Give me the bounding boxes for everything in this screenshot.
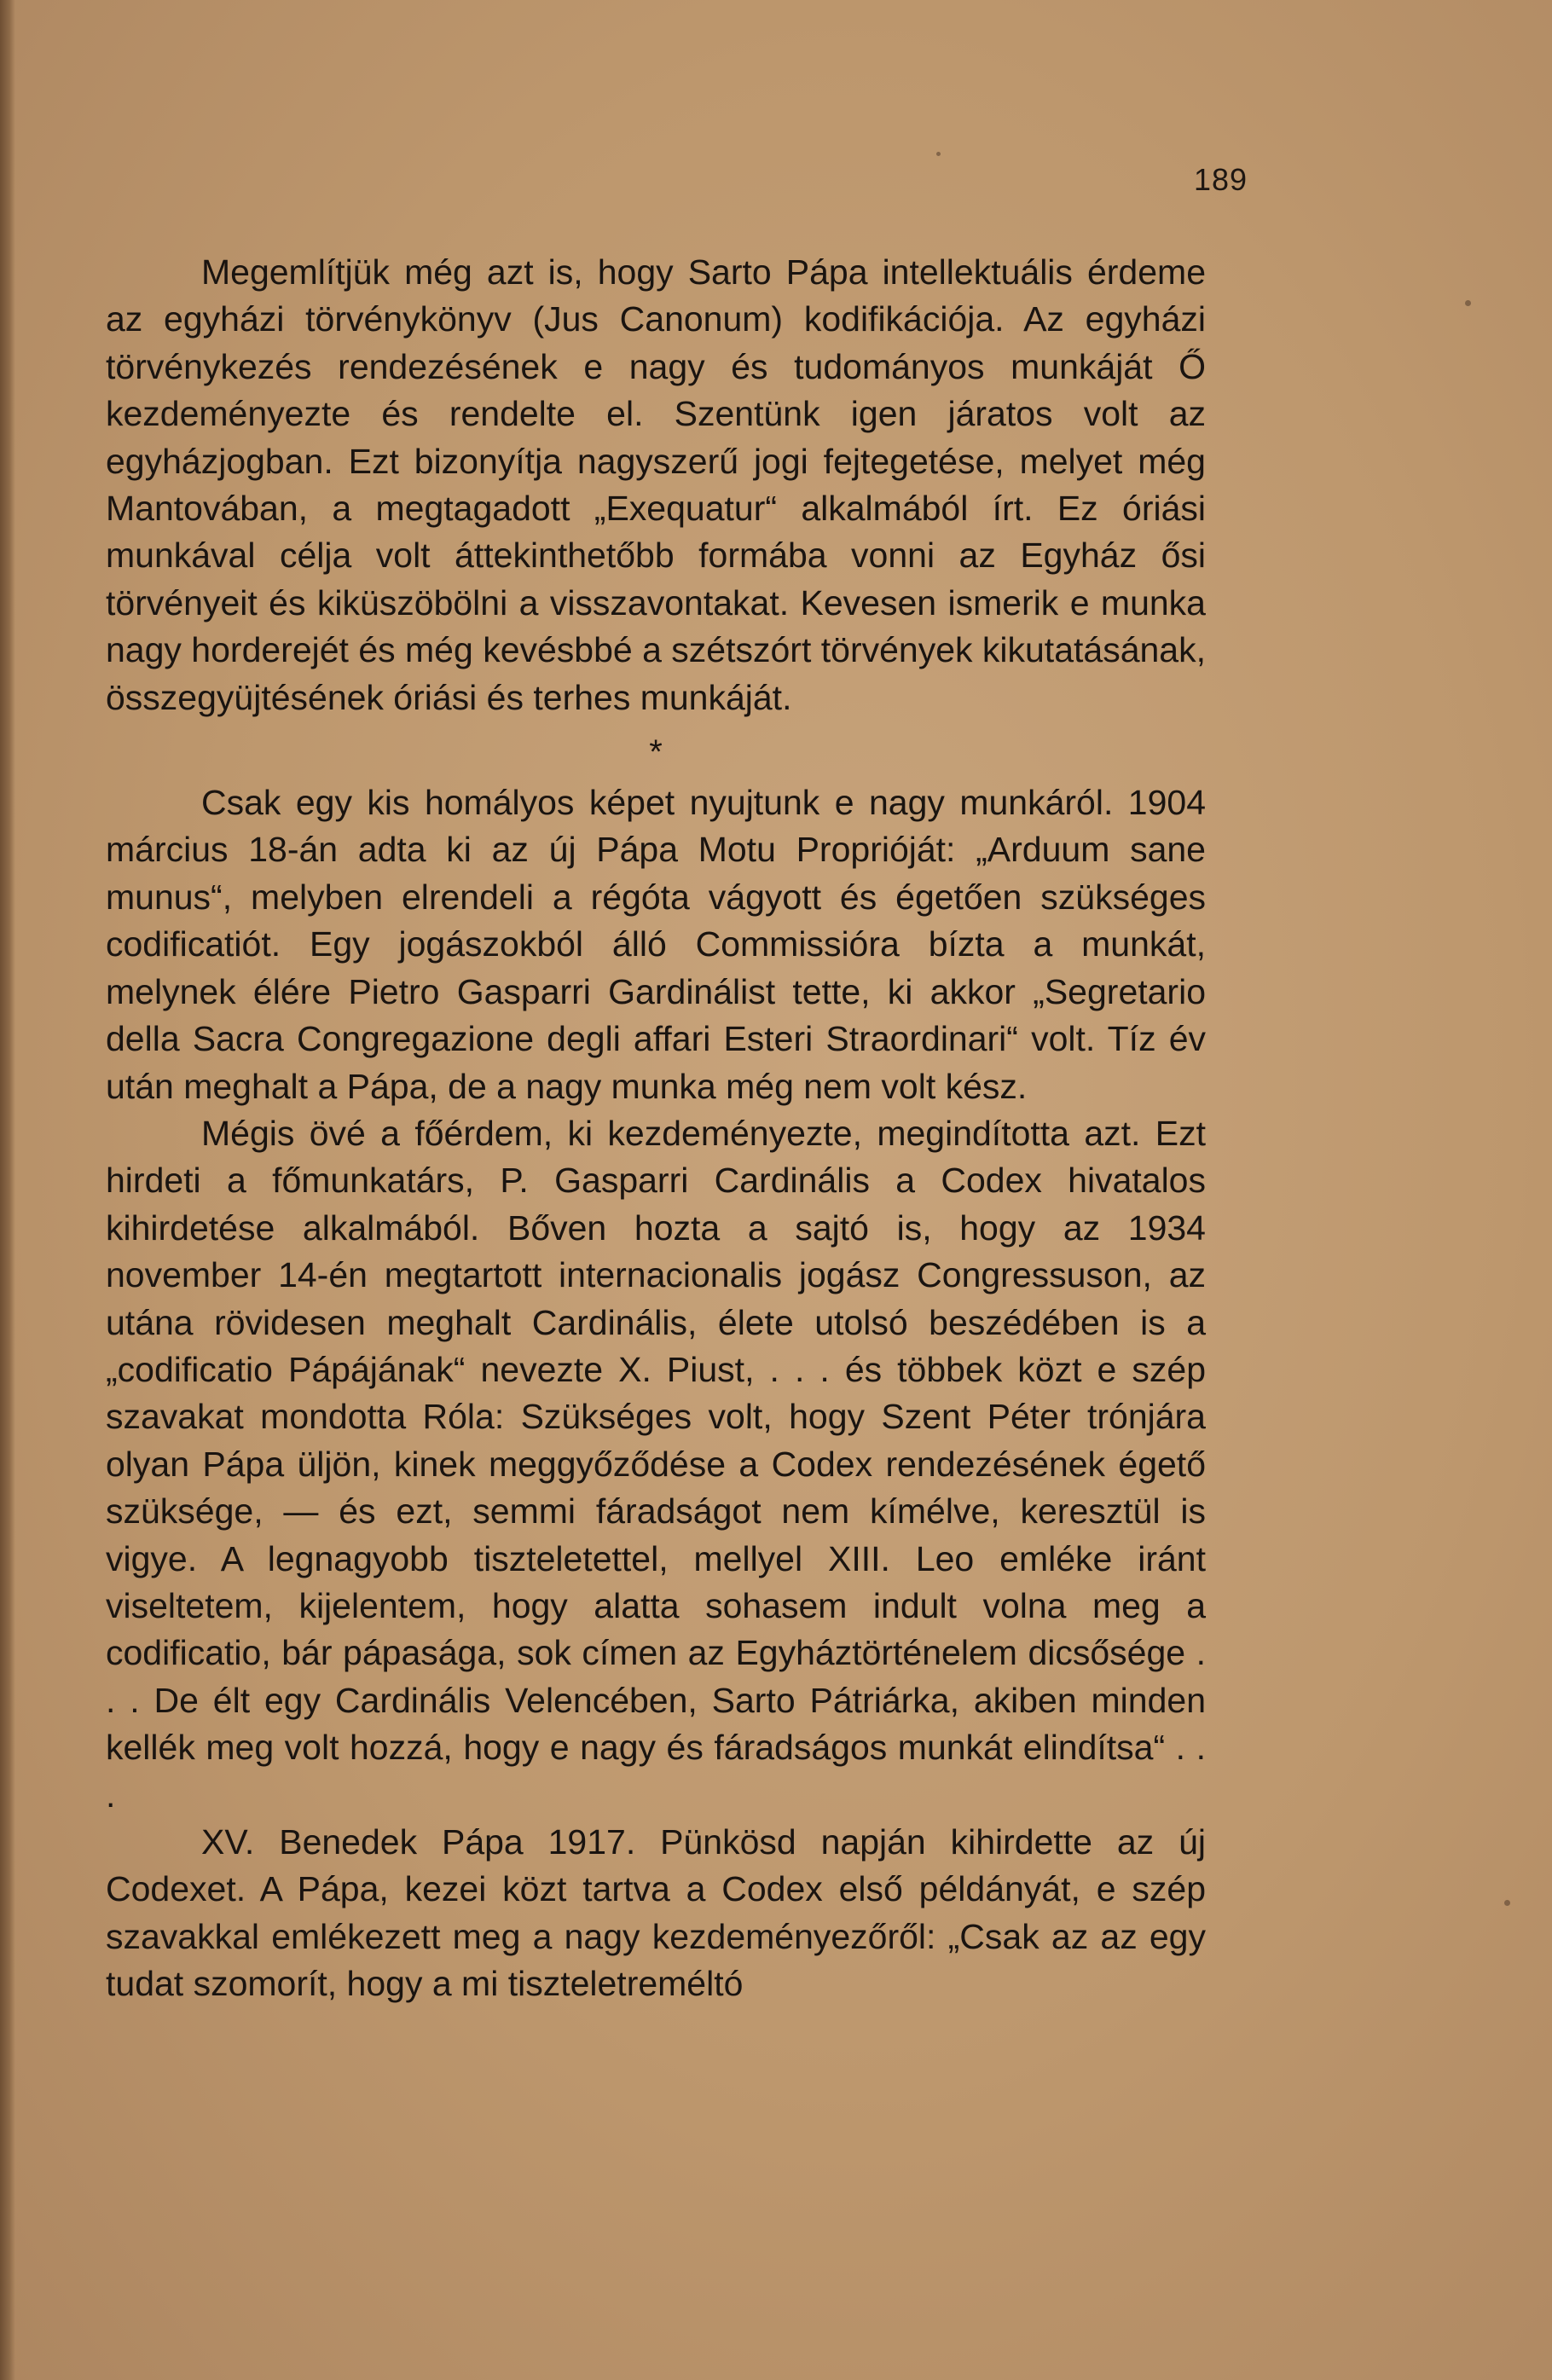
paragraph-codex-intro: Megemlítjük még azt is, hogy Sarto Pápa intellektuális érdeme az egyházi törvénykönyv (Jus Canonum) kodifikációja. Az egyházi törvénykezés rendezésének e nagy és tudományos munkáját Ő kezdeményezte és rendelte el. Szentünk igen járatos volt az egyházjogban. Ezt bizonyítja nagyszerű jogi fejtegetése, melyet még Mantovában, a megtagadott „Exequatur“ alkalmából írt. Ez óriási munkával célja volt áttekinthetőbb formába vonni az Egyház ősi törvényeit és kiküszöbölni a visszavontakat. Kevesen ismerik e munka nagy horderejét és még kevésbbé a szétszórt törvények kikutatásának, összegyüjtésének óriási és terhes munkáját. [106, 252, 1206, 717]
page-spine-edge [0, 0, 15, 2380]
section-separator: * [649, 733, 663, 772]
paragraph-benedict-xv: XV. Benedek Pápa 1917. Pünkösd napján kihirdette az új Codexet. A Pápa, kezei közt tartva a Codex első példányát, e szép szavakkal emlékezett meg a nagy kezdeményezőről: „Csak az az egy tudat szomorít, hogy a mi tiszteletreméltó [106, 1822, 1206, 2004]
paper-speck [1504, 1900, 1510, 1906]
page-number: 189 [1194, 162, 1248, 197]
paper-speck [1465, 300, 1471, 306]
paper-speck [936, 152, 941, 156]
paragraph-motu-proprio: Csak egy kis homályos képet nyujtunk e nagy munkáról. 1904 március 18-án adta ki az új Pápa Motu Proprióját: „Arduum sane munus“, melyben elrendeli a régóta vágyott és égetően szükséges codificatiót. Egy jogászokból álló Commissióra bízta a munkát, melynek élére Pietro Gasparri Gardinálist tette, ki akkor „Segretario della Sacra Congregazione degli affari Esteri Straordinari“ volt. Tíz év után meghalt a Pápa, de a nagy munka még nem volt kész. [106, 783, 1206, 1106]
body-text [106, 249, 1206, 2008]
paragraph-gasparri-speech: Mégis övé a főérdem, ki kezdeményezte, megindította azt. Ezt hirdeti a főmunkatárs, P. Gasparri Cardinális a Codex hivatalos kihirdetése alkalmából. Bőven hozta a sajtó is, hogy az 1934 november 14-én megtartott internacionalis jogász Congressuson, az utána rövidesen meghalt Cardinális, élete utolsó beszédében is a „codificatio Pápájának“ nevezte X. Piust, . . . és többek közt e szép szavakat mondotta Róla: Szükséges volt, hogy Szent Péter trónjára olyan Pápa üljön, kinek meggyőződése a Codex rendezésének égető szüksége, — és ezt, semmi fáradságot nem kímélve, keresztül is vigye. A legnagyobb tiszteletettel, mellyel XIII. Leo emléke iránt viseltetem, kijelentem, hogy alatta sohasem indult volna meg a codificatio, bár pápasága, sok címen az Egyháztörténelem dicsősége . . . De élt egy Cardinális Velencében, Sarto Pátriárka, akiben minden kellék meg volt hozzá, hogy e nagy és fáradságos munkát elindítsa“ . . . [106, 1113, 1206, 1815]
